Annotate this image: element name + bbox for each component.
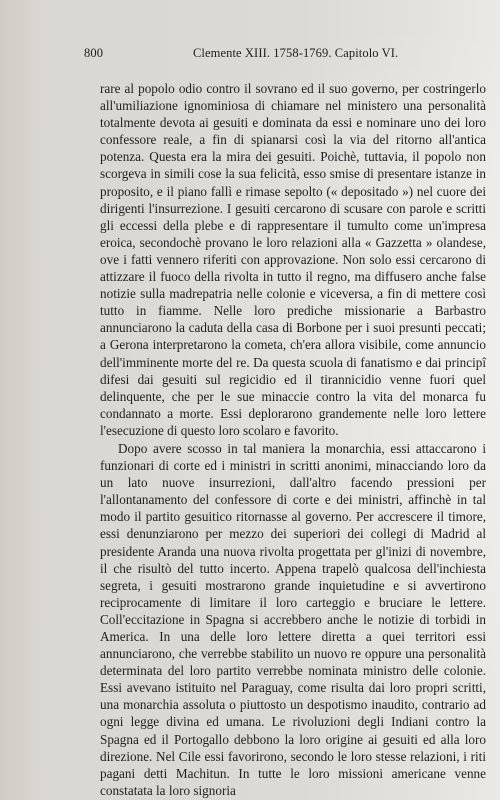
body-text <box>100 80 486 799</box>
paragraph-2: Dopo avere scosso in tal maniera la monarchia, essi attaccarono i funzionari di corte ed i ministri in scritti anonimi, minacciando loro da un lato nuove insurrezioni, dall'altro facendo pressioni per l'allontanamento del confessore di corte e dei ministri, affinchè in tal modo il partito gesuitico ritornasse al governo. Per accrescere il timore, essi denunziarono per mezzo dei superiori dei collegi di Madrid al presidente Aranda una nuova rivolta progettata per gl'inizi di novembre, il che risultò del tutto incerto. Appena trapelò qualcosa dell'inchiesta segreta, i gesuiti mostrarono grande inquietudine e si avvertirono reciprocamente di limitare il loro carteggio e bruciare le lettere. Coll'eccitazione in Spagna si accrebbero anche le notizie di torbidi in America. In una delle loro lettere diretta a quei territori essi annunciarono, che verrebbe stabilito un nuovo re oppure una personalità determinata del loro partito verrebbe nominata ministro delle colonie. Essi avevano istituito nel Paraguay, come risulta dai loro propri scritti, una monarchia assoluta o piuttosto un despotismo inaudito, contrario ad ogni legge divina ed umana. Le rivoluzioni degli Indiani contro la Spagna ed il Portogallo debbono la loro origine ai gesuiti ed alla loro direzione. Nel Cile essi favorirono, secondo le loro stesse relazioni, i riti pagani detti Machitun. In tutte le loro missioni americane venne constatata la loro signoria <box>100 440 486 798</box>
running-title: Clemente XIII. 1758-1769. Capitolo VI. <box>193 46 399 60</box>
page-header <box>0 46 500 66</box>
page-number: 800 <box>84 46 104 60</box>
paragraph-1: rare al popolo odio contro il sovrano ed il suo governo, per costringerlo all'umiliazione ignominiosa di chiamare nel ministero una personalità totalmente devota ai gesuiti e dominata da essi e nominare uno dei loro confessore reale, a fin di spianarsi così la via del ritorno all'antica potenza. Questa era la mira dei gesuiti. Poichè, tuttavia, il popolo non scorgeva in simili cose la sua felicità, esso smise di presentare istanze in proposito, e il piano fallì e rimase sepolto (« depositado ») nel cuore dei dirigenti l'insurrezione. I gesuiti cercarono di scusare con parole e scritti gli eccessi della plebe e di rappresentare il tumulto come un'impresa eroica, secondochè provano le loro relazioni alla « Gazzetta » olandese, ove i fatti vennero riferiti con approvazione. Non solo essi cercarono di attizzare il fuoco della rivolta in tutto il regno, ma diffusero anche false notizie sulla madrepatria nelle colonie e viceversa, a fin di mettere così tutto in fiamme. Nelle loro prediche missionarie a Barbastro annunciarono la caduta della casa di Borbone per i suoi presunti peccati; a Gerona interpretarono la cometa, ch'era allora visibile, come annuncio dell'imminente morte del re. Da questa scuola di fanatismo e dai principî difesi dai gesuiti sul regicidio ed il tirannicidio venne fuori quel delinquente, che per le sue minaccie contro la vita del monarca fu condannato a morte. Essi deplorarono grandemente nelle loro lettere l'esecuzione di questo loro scolaro e favorito. <box>100 81 486 438</box>
